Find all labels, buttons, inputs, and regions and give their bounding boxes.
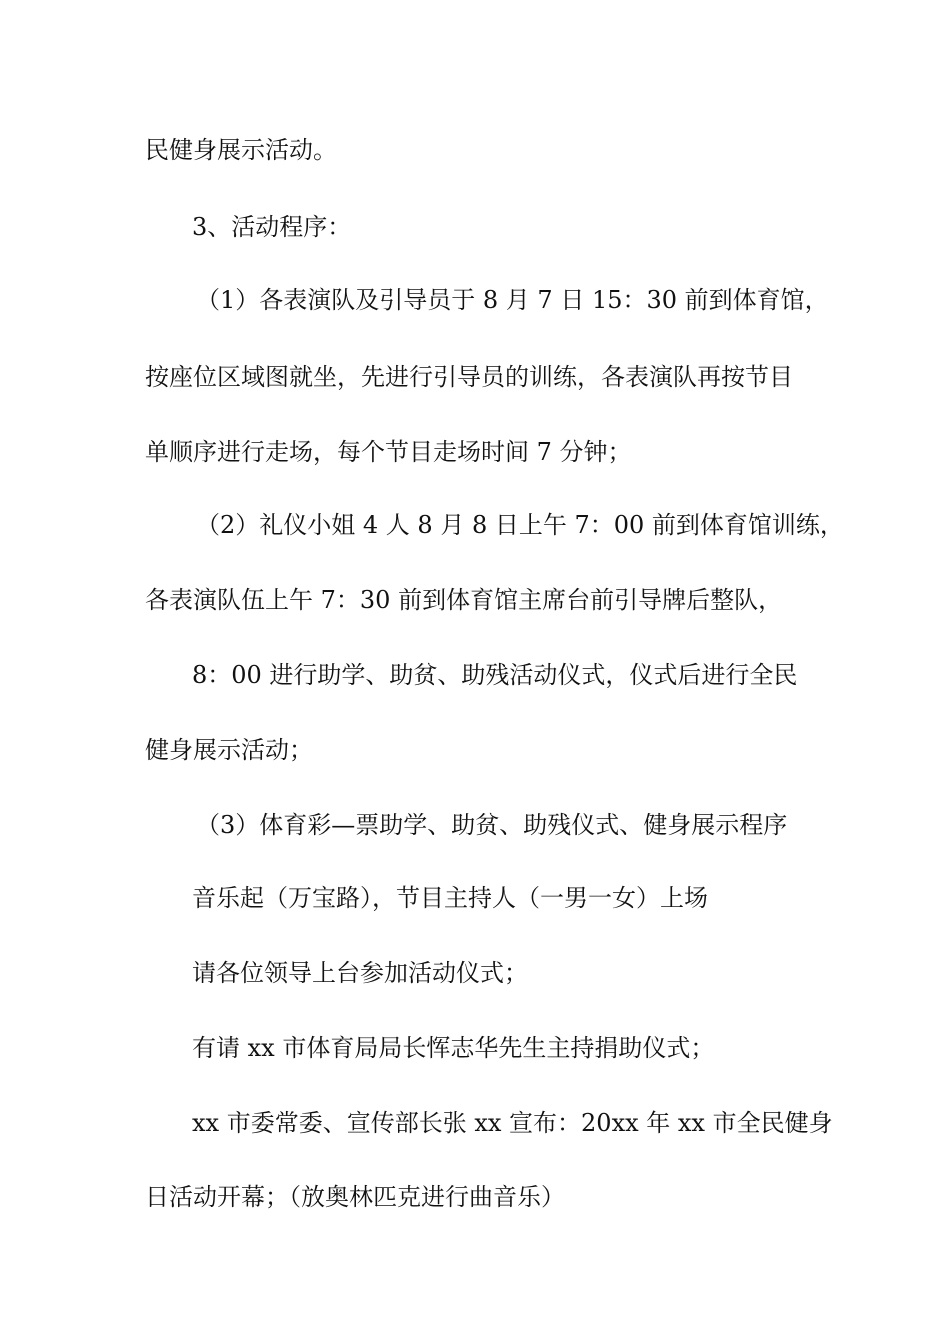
paragraph-line: 健身展示活动；: [145, 736, 313, 764]
paragraph-line: （2）礼仪小姐 4 人 8 月 8 日上午 7：00 前到体育馆训练，: [196, 511, 844, 539]
paragraph-line: 8：00 进行助学、助贫、助残活动仪式，仪式后进行全民: [192, 661, 798, 689]
paragraph-line: 民健身展示活动。: [145, 136, 337, 164]
paragraph-line: 日活动开幕；（放奥林匹克进行曲音乐）: [145, 1183, 565, 1211]
paragraph-line: （1）各表演队及引导员于 8 月 7 日 15：30 前到体育馆，: [196, 286, 829, 314]
paragraph-line: 各表演队伍上午 7：30 前到体育馆主席台前引导牌后整队，: [145, 586, 783, 614]
section-heading: 3、活动程序：: [192, 213, 352, 241]
paragraph-line: 有请 xx 市体育局局长恽志华先生主持捐助仪式；: [192, 1034, 715, 1062]
paragraph-line: 音乐起（万宝路），节目主持人（一男一女）上场: [192, 884, 708, 912]
paragraph-line: 按座位区域图就坐，先进行引导员的训练，各表演队再按节目: [145, 363, 793, 391]
paragraph-line: 单顺序进行走场，每个节目走场时间 7 分钟；: [145, 438, 632, 466]
paragraph-line: xx 市委常委、宣传部长张 xx 宣布：20xx 年 xx 市全民健身: [192, 1109, 833, 1137]
paragraph-line: （3）体育彩—票助学、助贫、助残仪式、健身展示程序: [196, 811, 788, 839]
paragraph-line: 请各位领导上台参加活动仪式；: [192, 959, 528, 987]
